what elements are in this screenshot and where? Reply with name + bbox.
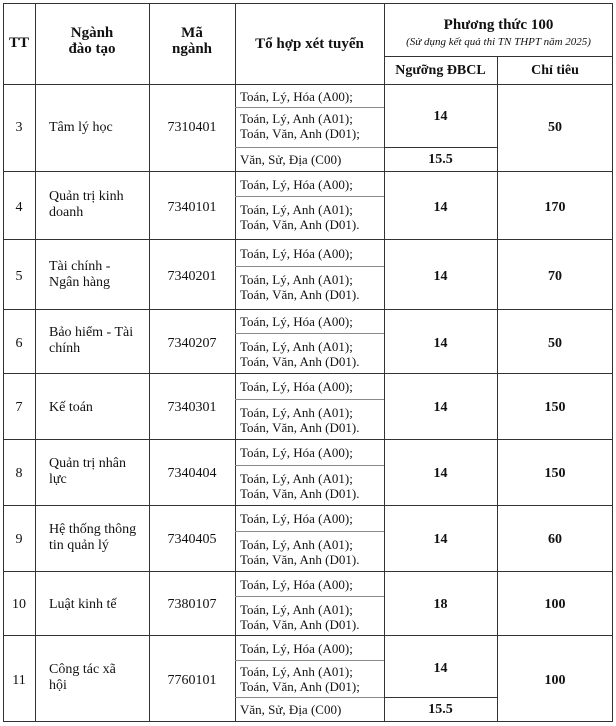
row-tt: 8 xyxy=(15,466,23,481)
header-phuongthuc-note: (Sử dụng kết quả thi TN THPT năm 2025) xyxy=(406,36,591,48)
row-ma: 7340405 xyxy=(167,532,217,547)
border-right xyxy=(612,3,613,722)
combo-a00: Toán, Lý, Hóa (A00); xyxy=(240,379,353,394)
row-tt: 4 xyxy=(15,200,23,215)
divider-tt xyxy=(35,3,36,722)
combo-divider xyxy=(235,333,384,334)
row-border xyxy=(3,309,613,310)
header-nganh: Ngành đào tạo xyxy=(68,25,116,57)
row-tt: 10 xyxy=(12,597,26,612)
threshold-divider xyxy=(384,697,497,698)
row-nganh: Quản trị kinh doanh xyxy=(49,189,124,220)
combo-a00: Toán, Lý, Hóa (A00); xyxy=(240,511,353,526)
combo-a00: Toán, Lý, Hóa (A00); xyxy=(240,246,353,261)
header-tt: TT xyxy=(8,35,29,51)
combo-a01-d01: Toán, Lý, Anh (A01); Toán, Văn, Anh (D01). xyxy=(240,537,360,567)
header-phuongthuc: Phương thức 100 xyxy=(443,17,554,33)
combo-divider xyxy=(235,399,384,400)
combo-a01-d01: Toán, Lý, Anh (A01); Toán, Văn, Anh (D01). xyxy=(240,471,360,501)
combo-a01-d01: Toán, Lý, Anh (A01); Toán, Văn, Anh (D01). xyxy=(240,339,360,369)
row-ma: 7340301 xyxy=(167,400,217,415)
row-nganh: Luật kinh tế xyxy=(49,597,117,612)
row-ma: 7340101 xyxy=(167,200,217,215)
combo-c00: Văn, Sử, Địa (C00) xyxy=(240,702,342,717)
row-chitieu: 50 xyxy=(548,336,562,351)
row-tt: 9 xyxy=(15,532,23,547)
combo-divider xyxy=(235,697,384,698)
row-ma: 7340201 xyxy=(167,269,217,284)
row-chitieu: 150 xyxy=(544,466,566,481)
row-border xyxy=(3,239,613,240)
header-nguong: Ngưỡng ĐBCL xyxy=(395,63,486,78)
row-border xyxy=(3,439,613,440)
row-tt: 3 xyxy=(15,120,23,135)
row-chitieu: 150 xyxy=(544,400,566,415)
combo-a01-d01: Toán, Lý, Anh (A01); Toán, Văn, Anh (D01); xyxy=(240,664,360,694)
combo-a00: Toán, Lý, Hóa (A00); xyxy=(240,445,353,460)
row-chitieu: 70 xyxy=(548,269,562,284)
row-chitieu: 170 xyxy=(544,200,566,215)
combo-divider xyxy=(235,147,384,148)
divider-nganh xyxy=(149,3,150,722)
combo-divider xyxy=(235,266,384,267)
row-chitieu: 60 xyxy=(548,532,562,547)
combo-divider xyxy=(235,531,384,532)
combo-a00: Toán, Lý, Hóa (A00); xyxy=(240,314,353,329)
row-nganh: Tâm lý học xyxy=(49,120,113,135)
threshold-divider xyxy=(384,147,497,148)
border-bottom xyxy=(3,721,613,722)
row-tt: 6 xyxy=(15,336,23,351)
row-chitieu: 50 xyxy=(548,120,562,135)
border-header-bottom xyxy=(3,84,613,85)
combo-a01-d01: Toán, Lý, Anh (A01); Toán, Văn, Anh (D01). xyxy=(240,602,360,632)
row-tt: 11 xyxy=(12,673,26,688)
row-nganh: Hệ thống thông tin quản lý xyxy=(49,522,137,553)
combo-divider xyxy=(235,465,384,466)
row-nguong: 14 xyxy=(433,661,448,676)
row-nguong: 14 xyxy=(433,269,448,284)
header-ma: Mã ngành xyxy=(171,25,213,57)
row-tt: 7 xyxy=(15,400,23,415)
row-ma: 7310401 xyxy=(167,120,217,135)
row-nganh: Tài chính - Ngân hàng xyxy=(49,259,111,290)
combo-divider xyxy=(235,196,384,197)
row-nganh: Bảo hiểm - Tài chính xyxy=(49,325,134,356)
row-nguong: 14 xyxy=(433,532,448,547)
divider-nguong xyxy=(497,56,498,722)
row-nguong: 14 xyxy=(433,466,448,481)
combo-divider xyxy=(235,660,384,661)
row-border xyxy=(3,373,613,374)
row-ma: 7340404 xyxy=(167,466,217,481)
combo-a01-d01: Toán, Lý, Anh (A01); Toán, Văn, Anh (D01). xyxy=(240,272,360,302)
row-border xyxy=(3,571,613,572)
border-top xyxy=(3,3,613,4)
row-nguong: 18 xyxy=(433,597,448,612)
row-nguong: 14 xyxy=(433,400,448,415)
row-border xyxy=(3,171,613,172)
row-nguong-c00: 15.5 xyxy=(428,702,453,717)
header-tohop: Tổ hợp xét tuyển xyxy=(255,36,364,52)
row-ma: 7340207 xyxy=(167,336,217,351)
combo-divider xyxy=(235,596,384,597)
combo-a01-d01: Toán, Lý, Anh (A01); Toán, Văn, Anh (D01); xyxy=(240,111,360,141)
border-left xyxy=(3,3,4,722)
combo-c00: Văn, Sử, Địa (C00) xyxy=(240,152,342,167)
admission-table xyxy=(3,3,613,722)
divider-subheader xyxy=(384,56,613,57)
combo-a01-d01: Toán, Lý, Anh (A01); Toán, Văn, Anh (D01). xyxy=(240,202,360,232)
row-border xyxy=(3,505,613,506)
header-chitieu: Chỉ tiêu xyxy=(531,63,579,78)
row-tt: 5 xyxy=(15,269,23,284)
row-nguong: 14 xyxy=(433,336,448,351)
row-ma: 7380107 xyxy=(167,597,217,612)
row-nganh: Công tác xã hội xyxy=(49,662,116,693)
combo-a00: Toán, Lý, Hóa (A00); xyxy=(240,177,353,192)
row-border xyxy=(3,635,613,636)
row-nguong: 14 xyxy=(433,109,448,124)
divider-ma xyxy=(235,3,236,722)
row-nguong-c00: 15.5 xyxy=(428,152,453,167)
row-nguong: 14 xyxy=(433,200,448,215)
combo-a00: Toán, Lý, Hóa (A00); xyxy=(240,577,353,592)
combo-a00: Toán, Lý, Hóa (A00); xyxy=(240,641,353,656)
combo-a00: Toán, Lý, Hóa (A00); xyxy=(240,89,353,104)
row-ma: 7760101 xyxy=(167,673,217,688)
combo-a01-d01: Toán, Lý, Anh (A01); Toán, Văn, Anh (D01). xyxy=(240,405,360,435)
row-nganh: Kế toán xyxy=(49,400,93,415)
combo-divider xyxy=(235,107,384,108)
row-chitieu: 100 xyxy=(544,673,566,688)
row-nganh: Quản trị nhân lực xyxy=(49,456,126,487)
row-chitieu: 100 xyxy=(544,597,566,612)
